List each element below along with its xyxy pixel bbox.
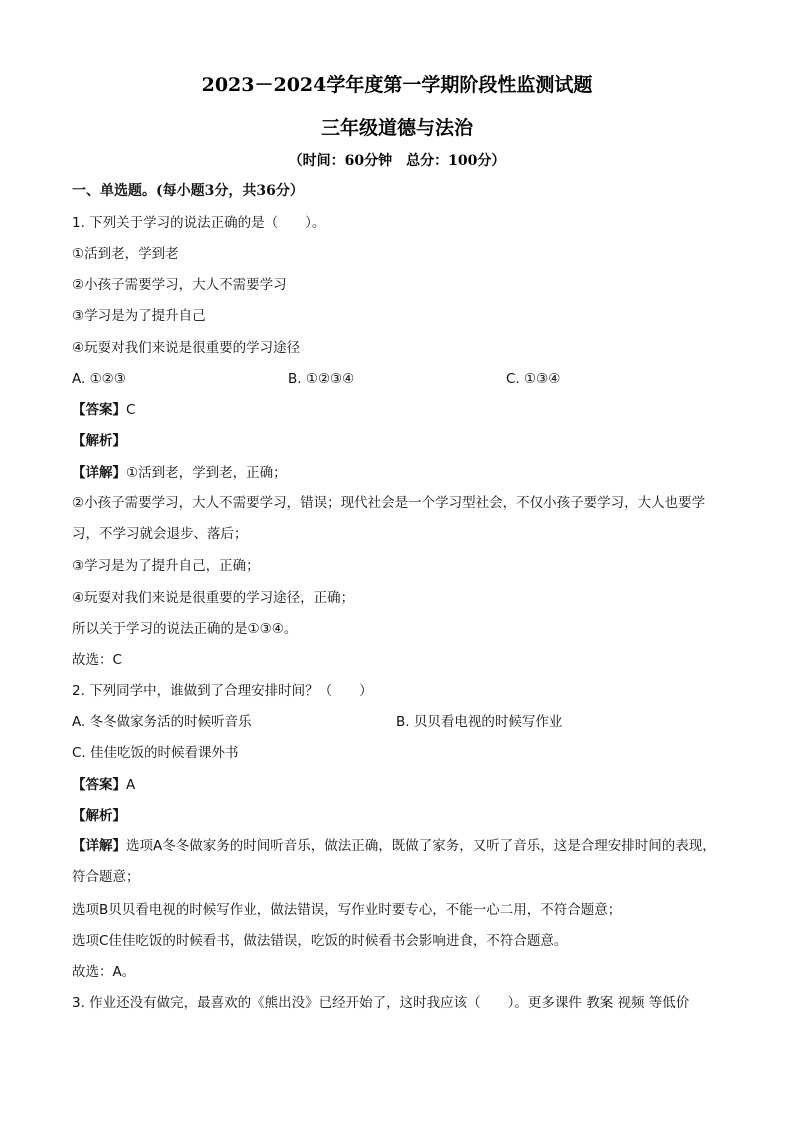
question-2-detail-2: 选项B贝贝看电视的时候写作业，做法错误，写作业时要专心，不能一心二用，不符合题意； — [72, 902, 622, 918]
answer-value: C — [126, 402, 136, 418]
section-heading: 一、单选题。(每小题3分，共36分） — [72, 183, 304, 199]
question-2-option-c: C. 佳佳吃饭的时候看课外书 — [72, 745, 239, 761]
question-1-item-4: ④玩耍对我们来说是很重要的学习途径 — [72, 340, 301, 356]
question-1-option-c: C. ①③④ — [506, 371, 561, 387]
question-2-option-b: B. 贝贝看电视的时候写作业 — [396, 714, 563, 730]
question-2-conclusion: 故选：A。 — [72, 964, 136, 980]
question-1-stem: 1. 下列关于学习的说法正确的是（ ）。 — [72, 215, 326, 231]
exam-subject: 三年级道德与法治 — [320, 117, 473, 139]
exam-info: （时间：60分钟 总分：100分） — [288, 153, 506, 169]
detail-tag: 【详解】 — [72, 838, 126, 854]
question-1-detail-4: ④玩耍对我们来说是很重要的学习途径，正确； — [72, 590, 355, 606]
answer-value: A — [126, 777, 136, 793]
detail-text: 选项A冬冬做家务的时间听音乐，做法正确，既做了家务，又听了音乐，这是合理安排时间的表现，符合题意； — [72, 838, 716, 885]
question-1-analysis-tag: 【解析】 — [72, 433, 126, 449]
question-1-detail-5: 所以关于学习的说法正确的是①③④。 — [72, 621, 298, 637]
question-2-option-a: A. 冬冬做家务活的时候听音乐 — [72, 714, 252, 730]
question-1-item-1: ①活到老，学到老 — [72, 246, 179, 262]
question-1-option-a: A. ①②③ — [72, 371, 126, 387]
question-2-detail-3: 选项C佳佳吃饭的时候看书，做法错误，吃饭的时候看书会影响进食，不符合题意。 — [72, 933, 568, 949]
question-2-detail-1 — [72, 831, 722, 893]
exam-title: 2023－2024学年度第一学期阶段性监测试题 — [201, 74, 593, 96]
question-1-option-b: B. ①②③④ — [288, 371, 355, 387]
question-3-stem: 3. 作业还没有做完，最喜欢的《熊出没》已经开始了，这时我应该（ ）。更多课件 教案 视频 等低价 — [72, 995, 690, 1011]
question-1-conclusion: 故选：C — [72, 652, 122, 668]
question-2-stem: 2. 下列同学中，谁做到了合理安排时间？（ ） — [72, 683, 373, 699]
question-1-item-3: ③学习是为了提升自己 — [72, 308, 206, 324]
detail-text: ①活到老，学到老，正确； — [126, 465, 287, 481]
question-1-item-2: ②小孩子需要学习，大人不需要学习 — [72, 277, 287, 293]
answer-tag: 【答案】 — [72, 777, 126, 793]
answer-tag: 【答案】 — [72, 402, 126, 418]
question-1-detail-2: ②小孩子需要学习，大人不需要学习，错误；现代社会是一个学习型社会，不仅小孩子要学习，大人也要学习，不学习就会退步、落后； — [72, 495, 706, 542]
question-2-answer — [72, 775, 135, 795]
question-2-analysis-tag: 【解析】 — [72, 808, 126, 824]
detail-tag: 【详解】 — [72, 465, 126, 481]
question-1-answer — [72, 400, 135, 420]
question-1-detail-1 — [72, 463, 287, 483]
question-1-detail-3: ③学习是为了提升自己，正确； — [72, 558, 260, 574]
